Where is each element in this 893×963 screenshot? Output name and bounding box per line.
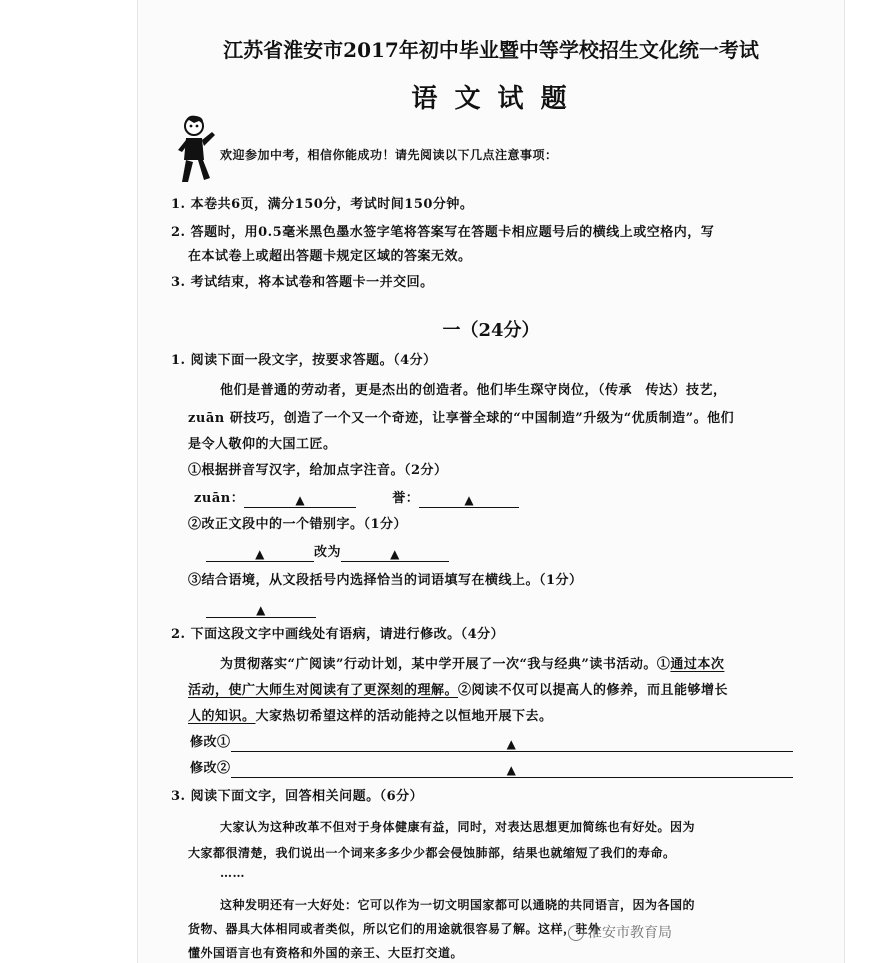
q1-sub1-answer-row (194, 490, 519, 508)
q2-text: 大家热切希望这样的活动能持之以恒地开展下去。 (255, 709, 553, 724)
q1-sub3-answer-row (206, 600, 316, 618)
answer-mark: ▲ (464, 493, 475, 507)
answer-mark: ▲ (255, 547, 265, 561)
notice-greeting: 欢迎参加中考，相信你能成功！请先阅读以下几点注意事项： (220, 148, 558, 162)
q1-sub2-blank-a[interactable] (206, 547, 314, 562)
watermark (568, 922, 672, 942)
q2-text: 为贯彻落实“广阅读”行动计划，某中学开展了一次“我与经典”读书活动。① (220, 657, 671, 672)
q1-sub3-blank[interactable] (206, 603, 316, 618)
q1-passage-line-2: zuān 研技巧，创造了一个又一个奇迹，让享誉全球的“中国制造”升级为“优质制造”。他们 (188, 411, 735, 426)
q1-sub1-label-b: 誉： (392, 491, 420, 506)
exam-paper-page (137, 0, 845, 963)
q3-passage-line-5: 懂外国语言也有资格和外国的亲王、大臣打交道。 (188, 946, 464, 960)
q2-prompt: 2. 下面这段文字中画线处有语病，请进行修改。（4分） (171, 627, 505, 642)
q2-text: ②阅读不仅可以提高人的修养，而且能够增长 (458, 683, 729, 698)
q2-underlined-text: 人的知识。 (188, 709, 256, 724)
q1-sub2-answer-row (206, 544, 449, 562)
q1-sub2-blank-b[interactable] (341, 547, 449, 562)
q3-passage-line-2: 大家都很清楚，我们说出一个词来多多少少都会侵蚀肺部，结果也就缩短了我们的寿命。 (188, 846, 676, 860)
q3-passage-line-4: 货物、器具大体相同或者类似，所以它们的用途就很容易了解。这样，驻外 (188, 922, 601, 936)
q3-passage-line-1: 大家认为这种改革不但对于身体健康有益，同时，对表达思想更加简练也有好处。因为 (220, 820, 696, 834)
q3-passage-ellipsis: …… (220, 866, 245, 880)
q2-passage-line-3 (188, 708, 553, 726)
answer-mark: ▲ (506, 737, 517, 751)
exam-title: 江苏省淮安市2017年初中毕业暨中等学校招生文化统一考试 (223, 38, 759, 62)
q2-underlined-text: 通过本次 (670, 657, 725, 672)
q1-sub1-blank-b[interactable] (419, 493, 519, 508)
subject-title: 语 文 试 题 (411, 84, 571, 114)
q2-fix-row-1 (190, 734, 793, 752)
wechat-icon (568, 925, 584, 941)
watermark-text: 淮安市教育局 (588, 925, 672, 941)
notice-item-3: 3. 考试结束，将本试卷和答题卡一并交回。 (171, 275, 434, 290)
q1-passage-line-3: 是令人敬仰的大国工匠。 (188, 437, 337, 452)
q1-passage-line-1: 他们是普通的劳动者，更是杰出的创造者。他们毕生琛守岗位，（传承 传达）技艺， (220, 383, 727, 398)
answer-mark: ▲ (506, 763, 517, 777)
q2-passage-line-1 (220, 656, 724, 674)
q1-sub2-mid: 改为 (314, 545, 342, 560)
answer-mark: ▲ (295, 493, 306, 507)
q2-fix-row-2 (190, 760, 793, 778)
q3-prompt: 3. 阅读下面文字，回答相关问题。（6分） (171, 789, 424, 804)
answer-mark: ▲ (390, 547, 400, 561)
q1-sub3: ③结合语境，从文段括号内选择恰当的词语填写在横线上。（1分） (188, 573, 583, 588)
q2-underlined-text: 活动，使广大师生对阅读有了更深刻的理解。 (188, 683, 459, 698)
section-heading: 一（24分） (442, 320, 540, 341)
notice-item-2: 2. 答题时，用0.5毫米黑色墨水签字笔将答案写在答题卡相应题号后的横线上或空格内，写 (171, 225, 715, 240)
notice-item-1: 1. 本卷共6页，满分150分，考试时间150分钟。 (171, 197, 474, 212)
q1-sub1-label-a: zuān： (194, 491, 245, 506)
q2-fix1-label: 修改① (190, 735, 231, 750)
q1-sub2: ②改正文段中的一个错别字。（1分） (188, 517, 408, 532)
q1-sub1: ①根据拼音写汉字，给加点字注音。（2分） (188, 463, 448, 478)
answer-mark: ▲ (256, 603, 266, 617)
q2-fix1-blank[interactable] (231, 737, 793, 752)
q1-sub1-blank-a[interactable] (244, 493, 356, 508)
q2-passage-line-2 (188, 682, 728, 700)
q2-fix2-label: 修改② (190, 761, 231, 776)
q1-prompt: 1. 阅读下面一段文字，按要求答题。（4分） (171, 353, 437, 368)
notice-item-2-cont: 在本试卷上或超出答题卡规定区域的答案无效。 (188, 249, 472, 264)
cartoon-student-icon (174, 114, 218, 186)
q3-passage-line-3: 这种发明还有一大好处：它可以作为一切文明国家都可以通晓的共同语言，因为各国的 (220, 898, 696, 912)
q2-fix2-blank[interactable] (231, 763, 793, 778)
